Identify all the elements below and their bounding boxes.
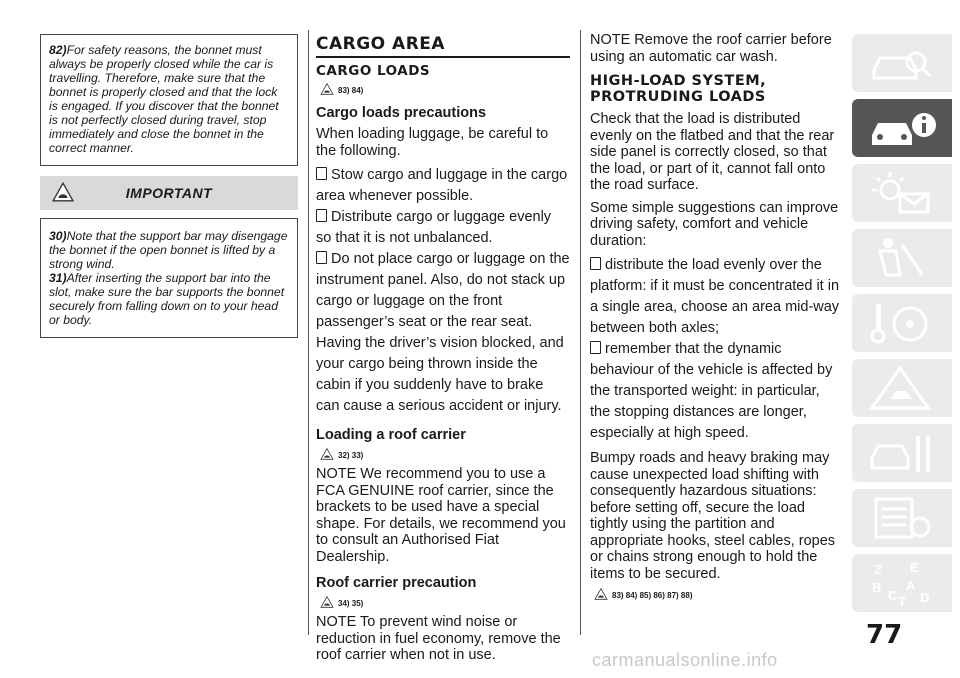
warning-refs: 32) 33) <box>320 448 570 460</box>
bullet-item: distribute the load evenly over the platform: if it must be concentrated it in a single area, choose an area mid-way between both axles; <box>590 257 840 336</box>
section-title: CARGO AREA <box>316 34 446 54</box>
warning-car-icon <box>320 596 334 608</box>
warning-car-icon <box>320 83 334 95</box>
svg-text:E: E <box>910 560 919 575</box>
bullet-box-icon <box>316 167 327 180</box>
paragraph: Check that the load is distributed evenly on the flatbed and that the rear side panel is correctly closed, so that the load, or part of it, cannot fall onto the road surface. <box>590 111 835 193</box>
bullet-box-icon <box>590 257 601 270</box>
tab-warning-lights[interactable] <box>852 164 952 222</box>
svg-text:D: D <box>920 590 930 605</box>
column-divider <box>308 30 309 635</box>
tab-warning-triangle[interactable] <box>852 359 952 417</box>
paragraph: NOTE Remove the roof carrier before using an automatic car wash. <box>590 32 832 65</box>
section-subtitle: CARGO LOADS <box>316 63 431 79</box>
important-note-31: 31)After inserting the support bar into the slot, make sure the bar supports the bonnet securely from falling down on to your head or body. <box>49 271 285 327</box>
tab-seat-airbag[interactable] <box>852 229 952 287</box>
paragraph: NOTE To prevent wind noise or reduction in fuel economy, remove the roof carrier when not in use. <box>316 614 561 663</box>
tab-car-tools[interactable] <box>852 424 952 482</box>
important-note-box <box>40 218 298 338</box>
tab-car-info[interactable] <box>852 99 952 157</box>
tab-specs-list[interactable] <box>852 489 952 547</box>
specs-list-icon <box>866 495 938 541</box>
heading-roof-precaution: Roof carrier precaution <box>316 575 477 591</box>
right-column <box>590 32 842 606</box>
warning-car-icon <box>594 588 608 600</box>
paragraph: When loading luggage, be careful to the following. <box>316 126 549 159</box>
svg-text:Z: Z <box>874 562 882 577</box>
bullet-item: Distribute cargo or luggage evenly so that it is not unbalanced. <box>316 209 552 246</box>
warning-refs: 83) 84) 85) 86) 87) 88) <box>594 588 842 600</box>
page-number: 77 <box>866 620 903 650</box>
warning-lights-icon <box>866 170 938 216</box>
tab-car-search[interactable] <box>852 34 952 92</box>
watermark: carmanualsonline.info <box>592 650 778 670</box>
bullet-item: remember that the dynamic behaviour of the vehicle is affected by the transported weight: in particular, the stopping distances are longer, especially at high speed. <box>590 341 833 441</box>
warning-note-box <box>40 34 298 166</box>
car-search-icon <box>866 40 938 86</box>
tab-steering-key[interactable] <box>852 294 952 352</box>
paragraph: Some simple suggestions can improve driving safety, comfort and vehicle duration: <box>590 199 839 249</box>
svg-text:T: T <box>898 594 906 606</box>
note-number: 82) <box>49 43 67 57</box>
alphabet-index-icon <box>866 560 938 606</box>
warning-refs: 34) 35) <box>320 596 570 608</box>
important-note-30: 30)Note that the support bar may disengage the bonnet if the open bonnet is lifted by a strong wind. <box>49 229 288 271</box>
warning-triangle-icon <box>866 365 938 411</box>
steering-key-icon <box>866 300 938 346</box>
section-title: HIGH-LOAD SYSTEM, PROTRUDING LOADS <box>590 73 767 105</box>
svg-text:A: A <box>906 578 916 593</box>
paragraph: NOTE We recommend you to use a FCA GENUINE roof carrier, since the brackets to be used have a special shape. For details, we recommend you to consult an Authorised Fiat Dealership. <box>316 466 566 565</box>
left-column <box>40 34 298 338</box>
car-info-icon <box>866 105 938 151</box>
chapter-tabs <box>852 34 960 619</box>
car-tools-icon <box>866 430 938 476</box>
heading-roof-carrier: Loading a roof carrier <box>316 427 466 443</box>
bullet-item: Do not place cargo or luggage on the instrument panel. Also, do not stack up cargo or luggage on the front passenger’s seat or the rear seat. Having the driver’s vision blocked, and your cargo being thrown inside the cabin if you suddenly have to brake can cause a serious accident or injury. <box>316 251 570 414</box>
title-rule <box>316 56 570 58</box>
tab-alphabet-index[interactable] <box>852 554 952 612</box>
heading-cargo-precautions: Cargo loads precautions <box>316 105 487 121</box>
bullet-box-icon <box>316 251 327 264</box>
svg-text:C: C <box>888 588 898 603</box>
warning-car-icon <box>320 448 334 460</box>
bullet-item: Stow cargo and luggage in the cargo area whenever possible. <box>316 167 568 204</box>
svg-text:B: B <box>872 580 882 595</box>
middle-column <box>316 34 570 670</box>
warning-refs: 83) 84) <box>320 83 570 95</box>
column-divider <box>580 30 581 635</box>
bullet-box-icon <box>590 341 601 354</box>
bullet-box-icon <box>316 209 327 222</box>
note-text: For safety reasons, the bonnet must always be properly closed while the car is travelling. Therefore, make sure that the bonnet is properly closed and that the lock is engaged. If you discover that the bonnet is not perfectly closed during travel, stop immediately and close the bonnet in the correct manner. <box>49 43 279 155</box>
important-banner <box>40 176 298 210</box>
seat-airbag-icon <box>866 235 938 281</box>
paragraph: Bumpy roads and heavy braking may cause unexpected load shifting with consequently hazardous situations: before setting off, secure the load tightly using the partition and appropriate hooks, steel cables, ropes or chains strong enough to hold the items to be secured. <box>590 450 836 582</box>
important-title: IMPORTANT <box>125 185 213 201</box>
